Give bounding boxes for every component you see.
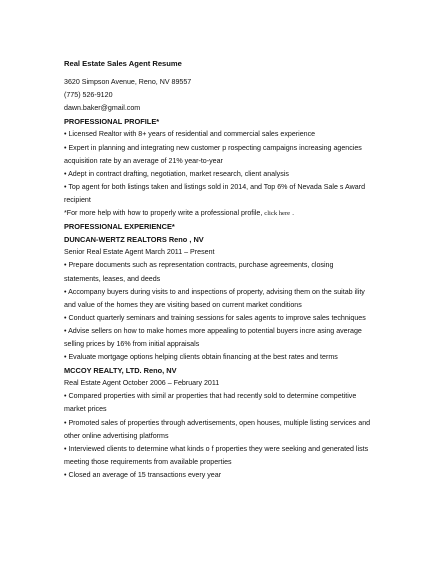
job-line: • Interviewed clients to determine what kinds o f properties they were seeking and generated lists xyxy=(64,444,369,453)
profile-heading: PROFESSIONAL PROFILE* xyxy=(64,117,160,127)
job-line: • Compared properties with simil ar properties that had recently sold to determine competitive xyxy=(64,392,357,401)
job-line: statements, leases, and deeds xyxy=(64,274,161,283)
job-entry xyxy=(64,364,400,482)
job-line: market prices xyxy=(64,405,107,414)
profile-line: • Adept in contract drafting, negotiation, market research, client analysis xyxy=(64,169,289,178)
job-company: DUNCAN-WERTZ REALTORS Reno , NV xyxy=(64,235,204,245)
job-line: • Prepare documents such as representation contracts, purchase agreements, closing xyxy=(64,261,334,270)
profile-line: recipient xyxy=(64,195,91,204)
profile-section xyxy=(64,128,400,220)
help-end: . xyxy=(290,209,295,218)
click-here-link[interactable]: click here xyxy=(264,210,291,218)
job-role: Real Estate Agent October 2006 – February 2011 xyxy=(64,379,220,388)
profile-line: acquisition rate by an average of 21% year-to-year xyxy=(64,156,223,165)
contact-phone: (775) 526-9120 xyxy=(64,91,113,100)
experience-heading: PROFESSIONAL EXPERIENCE* xyxy=(64,222,175,232)
profile-line: • Licensed Realtor with 8+ years of residential and commercial sales experience xyxy=(64,130,316,139)
job-line: other online advertising platforms xyxy=(64,431,169,440)
contact-email: dawn.baker@gmail.com xyxy=(64,104,141,113)
profile-help-note xyxy=(64,207,400,220)
job-line: • Closed an average of 15 transactions every year xyxy=(64,470,222,479)
job-line: • Advise sellers on how to make homes more appealing to potential buyers incre asing average xyxy=(64,326,362,335)
job-role: Senior Real Estate Agent March 2011 – Present xyxy=(64,248,215,257)
job-line: selling prices by 16% from initial appraisals xyxy=(64,339,200,348)
contact-address: 3620 Simpson Avenue, Reno, NV 89557 xyxy=(64,78,192,87)
job-company: MCCOY REALTY, LTD. Reno, NV xyxy=(64,366,177,376)
job-line: • Promoted sales of properties through advertisements, open houses, multiple listing services and xyxy=(64,418,371,427)
resume-title: Real Estate Sales Agent Resume xyxy=(64,59,182,68)
job-line: • Evaluate mortgage options helping clients obtain financing at the best rates and terms xyxy=(64,353,338,362)
job-line: • Accompany buyers during visits to and inspections of property, advising them on the suitab ility xyxy=(64,287,365,296)
help-text: *For more help with how to properly write a professional profile, xyxy=(64,209,265,218)
job-line: meeting those requirements from available properties xyxy=(64,457,232,466)
job-line: and value of the homes they are visiting based on current market conditions xyxy=(64,300,302,309)
job-line: • Conduct quarterly seminars and training sessions for sales agents to improve sales techniques xyxy=(64,313,366,322)
profile-line: • Top agent for both listings taken and listings sold in 2014, and Top 6% of Nevada Sale s Award xyxy=(64,182,366,191)
job-entry xyxy=(64,233,400,364)
profile-line: • Expert in planning and integrating new customer p rospecting campaigns increasing agencies xyxy=(64,143,362,152)
